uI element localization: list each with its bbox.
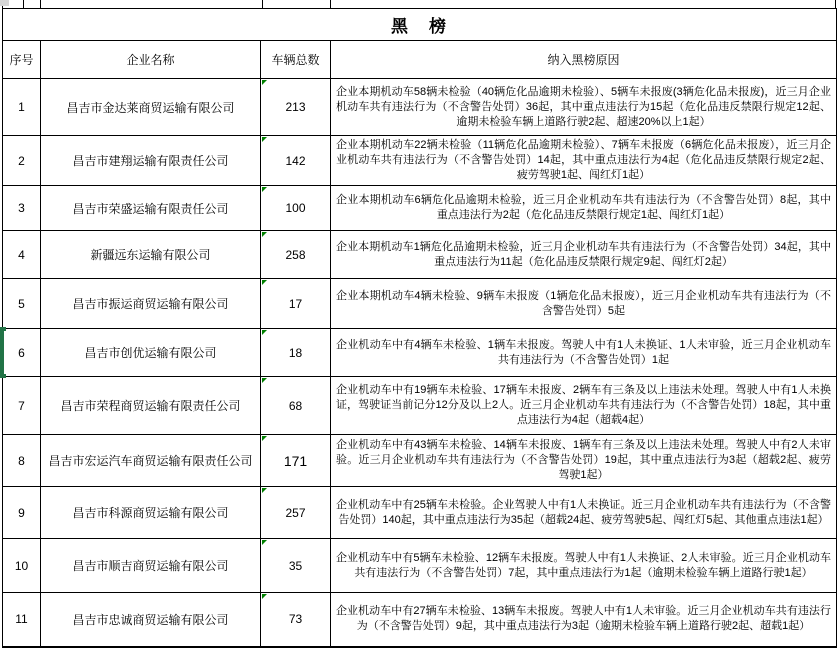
row-number-cell[interactable]: 8	[3, 435, 41, 487]
grid-line	[23, 0, 24, 8]
blacklist-reason-cell[interactable]: 企业机动车中有4辆车未检验、1辆车未报废。驾驶人中有1人未换证、1人未审验，近三月企业机动车共有违法行为（不含警告处罚）1起	[331, 329, 837, 377]
table-row	[3, 329, 837, 377]
row-number-cell[interactable]: 5	[3, 279, 41, 329]
vehicle-count-value: 142	[285, 153, 306, 168]
vehicle-count-value: 73	[288, 612, 303, 627]
table-row	[3, 593, 837, 647]
column-header-vehicle-count: 车辆总数	[261, 41, 331, 79]
row-number-cell[interactable]: 10	[3, 539, 41, 593]
company-name-cell[interactable]: 昌吉市荣程商贸运输有限责任公司	[41, 377, 261, 435]
company-name-cell[interactable]: 昌吉市科源商贸运输有限公司	[41, 487, 261, 539]
selection-handle-icon	[0, 374, 6, 378]
row-number-cell[interactable]: 3	[3, 186, 41, 231]
error-indicator-icon	[262, 187, 267, 192]
blacklist-reason-cell[interactable]: 企业本期机动车6辆危化品逾期未检验，近三月企业机动车共有违法行为（不含警告处罚）8起，其中重点违法行为2起（危化品违反禁限行规定1起、闯红灯1起）	[331, 186, 837, 231]
column-header-no: 序号	[3, 41, 41, 79]
vehicle-count-value: 35	[288, 558, 303, 573]
vehicle-count-value: 17	[288, 296, 303, 311]
blacklist-reason-cell[interactable]: 企业本期机动车1辆危化品逾期未检验，近三月企业机动车共有违法行为（不含警告处罚）34起，其中重点违法行为11起（危化品违反禁限行规定9起、闯红灯2起）	[331, 231, 837, 279]
row-number-cell[interactable]: 4	[3, 231, 41, 279]
table-head	[3, 9, 837, 79]
grid-line	[262, 0, 263, 8]
vehicle-count-value: 258	[285, 247, 306, 262]
header-row	[3, 41, 837, 79]
vehicle-count-cell[interactable]	[261, 186, 331, 231]
selection-handle-icon	[0, 327, 6, 331]
column-header-reason: 纳入黑榜原因	[331, 41, 837, 79]
row-number-cell[interactable]: 9	[3, 487, 41, 539]
error-indicator-icon	[262, 378, 267, 383]
error-indicator-icon	[262, 436, 267, 441]
sheet-corner-fragment	[0, 0, 9, 6]
company-name-cell[interactable]: 昌吉市创优运输有限公司	[41, 329, 261, 377]
table-row	[3, 539, 837, 593]
blacklist-reason-cell[interactable]: 企业机动车中有5辆车未检验、12辆车未报废。驾驶人中有1人未换证、2人未审验。近三月企业机动车共有违法行为（不含警告处罚）7起，其中重点违法行为1起（逾期未检验车辆上道路行驶1起）	[331, 539, 837, 593]
row-number-cell[interactable]: 7	[3, 377, 41, 435]
blacklist-reason-cell[interactable]: 企业机动车中有27辆车未检验、13辆车未报废。驾驶人中有1人未审验。近三月企业机动车共有违法行为（不含警告处罚）9起，其中重点违法行为3起（逾期未检验车辆上道路行驶2起、超载1起）	[331, 593, 837, 647]
vehicle-count-cell[interactable]	[261, 487, 331, 539]
column-header-company: 企业名称	[41, 41, 261, 79]
vehicle-count-value: 257	[285, 505, 306, 520]
vehicle-count-cell[interactable]	[261, 435, 331, 487]
blacklist-reason-cell[interactable]: 企业机动车中有43辆车未检验、14辆车未报废、1辆车有三条及以上违法未处理。驾驶人中有2人未审验。近三月企业机动车共有违法行为（不含警告处罚）19起，其中重点违法行为3起（超载2起、疲劳驾驶1起）	[331, 435, 837, 487]
vehicle-count-cell[interactable]	[261, 79, 331, 136]
blacklist-reason-cell[interactable]: 企业机动车中有25辆车未检验。企业驾驶人中有1人未换证。近三月企业机动车共有违法行为（不含警告处罚）140起，其中重点违法行为35起（超载24起、疲劳驾驶5起、闯红灯5起、其他重点违法1起）	[331, 487, 837, 539]
vehicle-count-value: 68	[288, 398, 303, 413]
company-name-cell[interactable]: 昌吉市建翔运输有限责任公司	[41, 136, 261, 186]
vehicle-count-cell[interactable]	[261, 279, 331, 329]
row-number-cell[interactable]: 1	[3, 79, 41, 136]
table-row	[3, 186, 837, 231]
error-indicator-icon	[262, 80, 267, 85]
title-row	[3, 9, 837, 41]
error-indicator-icon	[262, 280, 267, 285]
vehicle-count-cell[interactable]	[261, 231, 331, 279]
vehicle-count-cell[interactable]	[261, 329, 331, 377]
row-selection-indicator	[0, 328, 4, 377]
company-name-cell[interactable]: 新疆远东运输有限公司	[41, 231, 261, 279]
table-row	[3, 231, 837, 279]
vehicle-count-cell[interactable]	[261, 539, 331, 593]
row-number-cell[interactable]: 11	[3, 593, 41, 647]
table-row	[3, 435, 837, 487]
table-row	[3, 377, 837, 435]
table-title: 黑 榜	[3, 9, 837, 41]
vehicle-count-value: 100	[285, 201, 306, 215]
company-name-cell[interactable]: 昌吉市顺吉商贸运输有限公司	[41, 539, 261, 593]
table-row	[3, 79, 837, 136]
vehicle-count-cell[interactable]	[261, 593, 331, 647]
error-indicator-icon	[262, 540, 267, 545]
error-indicator-icon	[262, 330, 267, 335]
blacklist-table	[2, 8, 837, 648]
table-row	[3, 487, 837, 539]
table-body	[3, 79, 837, 647]
row-number-cell[interactable]: 2	[3, 136, 41, 186]
error-indicator-icon	[262, 594, 267, 599]
vehicle-count-value: 171	[283, 452, 308, 469]
company-name-cell[interactable]: 昌吉市振运商贸运输有限公司	[41, 279, 261, 329]
vehicle-count-cell[interactable]	[261, 136, 331, 186]
table-row	[3, 279, 837, 329]
blacklist-reason-cell[interactable]: 企业本期机动车4辆未检验、9辆车未报废（1辆危化品未报废），近三月企业机动车共有违法行为（不含警告处罚）5起	[331, 279, 837, 329]
blacklist-reason-cell[interactable]: 企业本期机动车22辆未检验（11辆危化品逾期未检验）、7辆车未报废（6辆危化品未报废），近三月企业机动车共有违法行为（不含警告处罚）14起，其中重点违法行为4起（危化品违反禁限行规定2起、疲劳驾驶1起、闯红灯1起）	[331, 136, 837, 186]
error-indicator-icon	[262, 488, 267, 493]
table-row	[3, 136, 837, 186]
company-name-cell[interactable]: 昌吉市宏运汽车商贸运输有限责任公司	[41, 435, 261, 487]
company-name-cell[interactable]: 昌吉市忠诚商贸运输有限公司	[41, 593, 261, 647]
grid-line	[40, 0, 41, 8]
row-number-cell[interactable]: 6	[3, 329, 41, 377]
company-name-cell[interactable]: 昌吉市金达莱商贸运输有限公司	[41, 79, 261, 136]
error-indicator-icon	[262, 232, 267, 237]
blacklist-reason-cell[interactable]: 企业机动车中有19辆车未检验、17辆车未报废、2辆车有三条及以上违法未处理。驾驶人中有1人未换证，驾驶证当前记分12分及以上2人。近三月企业机动车共有违法行为（不含警告处罚）18起，其中重点违法行为4起（超载4起）	[331, 377, 837, 435]
vehicle-count-cell[interactable]	[261, 377, 331, 435]
grid-line	[330, 0, 331, 8]
error-indicator-icon	[262, 137, 267, 142]
company-name-cell[interactable]: 昌吉市荣盛运输有限责任公司	[41, 186, 261, 231]
vehicle-count-value: 18	[288, 345, 303, 360]
grid-line	[835, 0, 836, 8]
vehicle-count-value: 213	[285, 100, 306, 114]
blacklist-reason-cell[interactable]: 企业本期机动车58辆未检验（40辆危化品逾期未检验）、5辆车未报废(3辆危化品未报废)，近三月企业机动车共有违法行为（不含警告处罚）36起，其中重点违法行为15起（危化品违反禁限行规定12起、逾期未检验车辆上道路行驶2起、超速20%以上1起）	[331, 79, 837, 136]
